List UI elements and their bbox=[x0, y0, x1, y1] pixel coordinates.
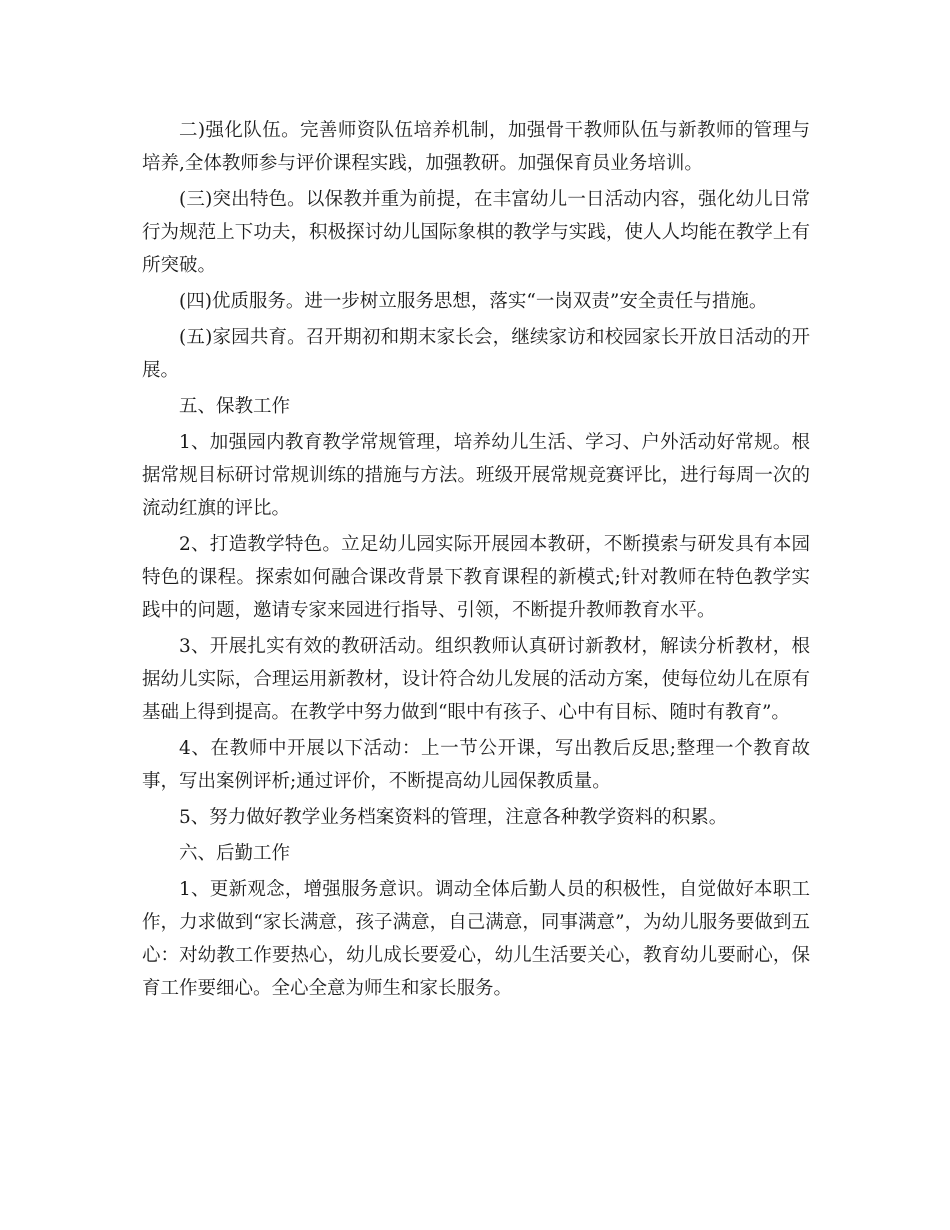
section-heading-logistics: 六、后勤工作 bbox=[179, 843, 291, 864]
paragraph-care-item-3: 3、开展扎实有效的教研活动。组织教师认真研讨新教材，解读分析教材，根据幼儿实际，合理运用新教材，设计符合幼儿发展的活动方案，使每位幼儿在原有基础上得到提高。在教学中努力做到“眼中有孩子、心中有目标、随时有教育”。 bbox=[142, 636, 810, 723]
paragraph-strengthen-team: 二)强化队伍。完善师资队伍培养机制，加强骨干教师队伍与新教师的管理与培养,全体教师参与评价课程实践，加强教研。加强保育员业务培训。 bbox=[142, 120, 810, 174]
paragraph-logistics-item-1: 1、更新观念，增强服务意识。调动全体后勤人员的积极性，自觉做好本职工作，力求做到“家长满意，孩子满意，自己满意，同事满意”，为幼儿服务要做到五心：对幼教工作要热心，幼儿成长要爱心，幼儿生活要关心，教育幼儿要耐心，保育工作要细心。全心全意为师生和家长服务。 bbox=[142, 879, 810, 999]
paragraph-care-item-4: 4、在教师中开展以下活动：上一节公开课，写出教后反思;整理一个教育故事，写出案例评析;通过评价，不断提高幼儿园保教质量。 bbox=[142, 738, 810, 792]
paragraph-care-item-5: 5、努力做好教学业务档案资料的管理，注意各种教学资料的积累。 bbox=[179, 807, 728, 828]
paragraph-highlight-features: (三)突出特色。以保教并重为前提，在丰富幼儿一日活动内容，强化幼儿日常行为规范上下功夫，积极探讨幼儿国际象棋的教学与实践，使人人均能在教学上有所突破。 bbox=[142, 189, 810, 276]
paragraph-care-item-2: 2、打造教学特色。立足幼儿园实际开展园本教研，不断摸索与研发具有本园特色的课程。探索如何融合课改背景下教育课程的新模式;针对教师在特色教学实践中的问题，邀请专家来园进行指导、引领，不断提升教师教育水平。 bbox=[142, 534, 810, 621]
section-heading-care-education: 五、保教工作 bbox=[179, 396, 291, 417]
paragraph-care-item-1: 1、加强园内教育教学常规管理，培养幼儿生活、学习、户外活动好常规。根据常规目标研讨常规训练的措施与方法。班级开展常规竞赛评比，进行每周一次的流动红旗的评比。 bbox=[142, 432, 810, 519]
paragraph-home-school: (五)家园共育。召开期初和期末家长会，继续家访和校园家长开放日活动的开展。 bbox=[142, 327, 810, 381]
paragraph-quality-service: (四)优质服务。进一步树立服务思想，落实“一岗双责”安全责任与措施。 bbox=[179, 291, 768, 312]
document-body bbox=[142, 114, 810, 1008]
